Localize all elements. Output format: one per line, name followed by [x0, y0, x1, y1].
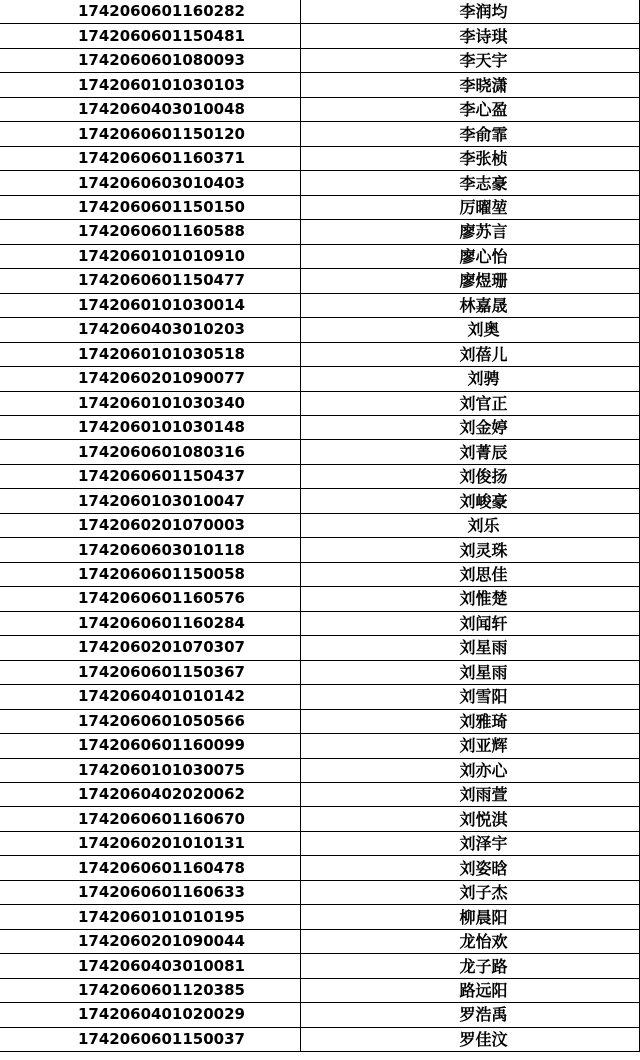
table-row — [0, 954, 639, 978]
candidate-id-cell: 1742060601150120 — [0, 122, 300, 146]
candidate-id-cell: 1742060103010047 — [0, 489, 300, 513]
candidate-name-cell: 李晓潇 — [300, 73, 639, 97]
candidate-id-cell: 1742060601150150 — [0, 195, 300, 219]
table-row — [0, 24, 639, 48]
candidate-name-cell: 刘金婷 — [300, 415, 639, 439]
table-row — [0, 415, 639, 439]
table-row — [0, 978, 639, 1002]
table-row — [0, 269, 639, 293]
candidate-name-cell: 刘星雨 — [300, 660, 639, 684]
candidate-name-cell: 刘菁辰 — [300, 440, 639, 464]
table-row — [0, 831, 639, 855]
table-row — [0, 73, 639, 97]
table-row — [0, 587, 639, 611]
candidate-id-cell: 1742060601160588 — [0, 220, 300, 244]
candidate-name-cell: 李心盈 — [300, 97, 639, 121]
candidate-name-cell: 柳晨阳 — [300, 905, 639, 929]
candidate-name-cell: 刘雪阳 — [300, 685, 639, 709]
candidate-name-cell: 刘星雨 — [300, 636, 639, 660]
candidate-id-cell: 1742060601160633 — [0, 880, 300, 904]
table-row — [0, 929, 639, 953]
table-row — [0, 318, 639, 342]
candidate-id-cell: 1742060601150058 — [0, 562, 300, 586]
candidate-name-cell: 刘灵珠 — [300, 538, 639, 562]
candidate-name-cell: 刘亦心 — [300, 758, 639, 782]
candidate-name-cell: 廖煜珊 — [300, 269, 639, 293]
table-row — [0, 513, 639, 537]
candidate-name-cell: 龙怡欢 — [300, 929, 639, 953]
candidate-name-cell: 路远阳 — [300, 978, 639, 1002]
candidate-id-cell: 1742060601160478 — [0, 856, 300, 880]
candidate-name-cell: 刘蓓儿 — [300, 342, 639, 366]
table-row — [0, 122, 639, 146]
candidate-id-cell: 1742060101010910 — [0, 244, 300, 268]
candidate-id-cell: 1742060201070307 — [0, 636, 300, 660]
candidate-name-cell: 李张桢 — [300, 146, 639, 170]
table-row — [0, 660, 639, 684]
candidate-id-cell: 1742060101030518 — [0, 342, 300, 366]
candidate-id-cell: 1742060601160284 — [0, 611, 300, 635]
candidate-name-cell: 罗佳汶 — [300, 1027, 639, 1051]
candidate-id-cell: 1742060402020062 — [0, 783, 300, 807]
candidate-name-cell: 刘姿晗 — [300, 856, 639, 880]
table-row — [0, 342, 639, 366]
candidate-name-cell: 刘亚辉 — [300, 734, 639, 758]
candidate-id-cell: 1742060601160371 — [0, 146, 300, 170]
candidate-id-cell: 1742060101030340 — [0, 391, 300, 415]
table-row — [0, 758, 639, 782]
candidate-id-cell: 1742060601080316 — [0, 440, 300, 464]
table-row — [0, 391, 639, 415]
table-row — [0, 171, 639, 195]
candidate-name-cell: 刘泽宇 — [300, 831, 639, 855]
candidate-id-cell: 1742060601080093 — [0, 48, 300, 72]
table-row — [0, 1027, 639, 1051]
table-row — [0, 1003, 639, 1027]
table-row — [0, 562, 639, 586]
candidate-name-cell: 廖苏言 — [300, 220, 639, 244]
table-row — [0, 636, 639, 660]
candidate-id-cell: 1742060403010203 — [0, 318, 300, 342]
candidate-id-cell: 1742060601160282 — [0, 0, 300, 24]
candidate-id-cell: 1742060601150367 — [0, 660, 300, 684]
candidate-name-cell: 李润均 — [300, 0, 639, 24]
candidate-name-cell: 廖心怡 — [300, 244, 639, 268]
candidate-name-cell: 刘雨萱 — [300, 783, 639, 807]
table-row — [0, 440, 639, 464]
candidate-name-cell: 李诗琪 — [300, 24, 639, 48]
table-row — [0, 538, 639, 562]
table-row — [0, 783, 639, 807]
candidate-id-cell: 1742060601150477 — [0, 269, 300, 293]
table-row — [0, 220, 639, 244]
table-row — [0, 709, 639, 733]
candidate-name-cell: 林嘉晟 — [300, 293, 639, 317]
candidate-id-cell: 1742060601050566 — [0, 709, 300, 733]
candidate-name-cell: 李志豪 — [300, 171, 639, 195]
table-row — [0, 48, 639, 72]
candidate-id-cell: 1742060601160670 — [0, 807, 300, 831]
table-row — [0, 0, 639, 24]
candidate-id-cell: 1742060601120385 — [0, 978, 300, 1002]
table-row — [0, 856, 639, 880]
candidate-name-cell: 李俞霏 — [300, 122, 639, 146]
candidate-name-cell: 刘奥 — [300, 318, 639, 342]
candidate-name-cell: 刘俊扬 — [300, 464, 639, 488]
candidate-name-cell: 刘乐 — [300, 513, 639, 537]
table-row — [0, 807, 639, 831]
candidate-id-cell: 1742060601150437 — [0, 464, 300, 488]
candidate-name-cell: 刘官正 — [300, 391, 639, 415]
candidate-name-cell: 刘骋 — [300, 367, 639, 391]
candidate-name-cell: 李天宇 — [300, 48, 639, 72]
candidate-id-cell: 1742060101030148 — [0, 415, 300, 439]
candidate-id-cell: 1742060601150037 — [0, 1027, 300, 1051]
table-row — [0, 734, 639, 758]
candidate-name-cell: 刘悦淇 — [300, 807, 639, 831]
candidate-id-cell: 1742060601160576 — [0, 587, 300, 611]
candidate-name-cell: 罗浩禹 — [300, 1003, 639, 1027]
candidate-name-cell: 刘思佳 — [300, 562, 639, 586]
table-row — [0, 293, 639, 317]
table-row — [0, 905, 639, 929]
candidate-name-cell: 刘闻轩 — [300, 611, 639, 635]
candidate-id-cell: 1742060603010118 — [0, 538, 300, 562]
candidate-id-cell: 1742060101030103 — [0, 73, 300, 97]
table-row — [0, 685, 639, 709]
table-row — [0, 489, 639, 513]
table-row — [0, 611, 639, 635]
table-row — [0, 367, 639, 391]
candidate-name-cell: 龙子路 — [300, 954, 639, 978]
table-row — [0, 880, 639, 904]
candidate-name-cell: 刘峻豪 — [300, 489, 639, 513]
table-row — [0, 244, 639, 268]
candidate-id-cell: 1742060101010195 — [0, 905, 300, 929]
table-row — [0, 195, 639, 219]
candidate-id-cell: 1742060201010131 — [0, 831, 300, 855]
candidate-id-cell: 1742060201070003 — [0, 513, 300, 537]
candidate-id-cell: 1742060201090044 — [0, 929, 300, 953]
candidate-id-cell: 1742060201090077 — [0, 367, 300, 391]
candidate-name-cell: 刘子杰 — [300, 880, 639, 904]
candidate-id-cell: 1742060101030014 — [0, 293, 300, 317]
candidate-id-cell: 1742060601150481 — [0, 24, 300, 48]
table-row — [0, 464, 639, 488]
table-row — [0, 97, 639, 121]
candidate-id-cell: 1742060601160099 — [0, 734, 300, 758]
candidate-name-cell: 刘雅琦 — [300, 709, 639, 733]
candidate-id-cell: 1742060403010048 — [0, 97, 300, 121]
candidate-id-cell: 1742060603010403 — [0, 171, 300, 195]
candidate-name-cell: 刘惟楚 — [300, 587, 639, 611]
candidate-id-cell: 1742060401020029 — [0, 1003, 300, 1027]
candidate-name-cell: 厉曜堃 — [300, 195, 639, 219]
table-row — [0, 146, 639, 170]
candidate-id-cell: 1742060401010142 — [0, 685, 300, 709]
candidate-id-cell: 1742060101030075 — [0, 758, 300, 782]
candidate-id-cell: 1742060403010081 — [0, 954, 300, 978]
